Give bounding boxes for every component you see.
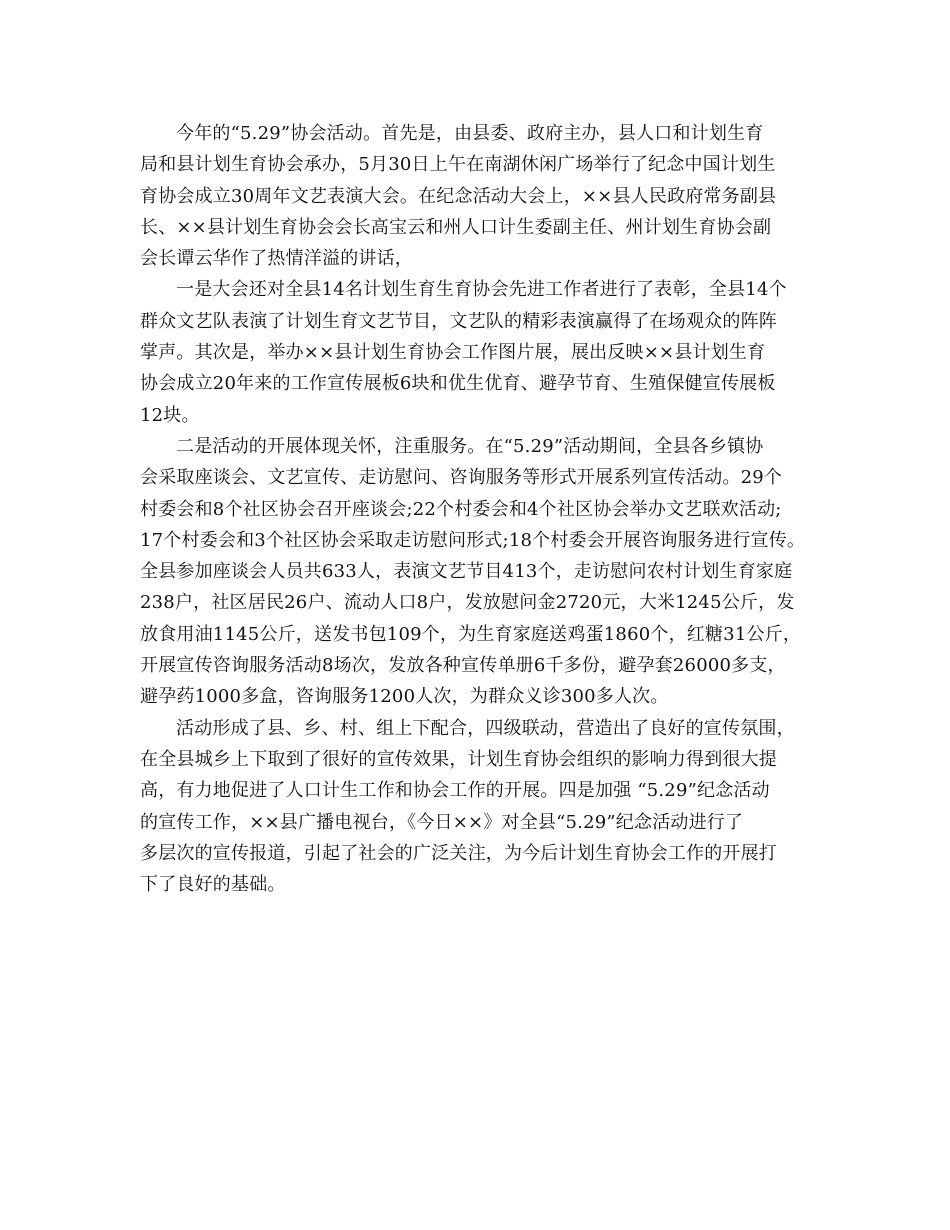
document-body xyxy=(140,118,812,900)
text-line: 238户，社区居民26户、流动人口8户，发放慰问金2720元，大米1245公斤，发 xyxy=(140,592,795,614)
paragraph-1 xyxy=(140,118,812,274)
text-line: 的宣传工作，××县广播电视台，《今日××》对全县“5.29”纪念活动进行了 xyxy=(140,811,744,833)
paragraph-4 xyxy=(140,713,812,901)
text-line: 长、××县计划生育协会会长高宝云和州人口计生委副主任、州计划生育协会副 xyxy=(140,216,772,238)
text-line: 会采取座谈会、文艺宣传、走访慰问、咨询服务等形式开展系列宣传活动。29个 xyxy=(140,467,783,489)
text-line: 下了良好的基础。 xyxy=(140,874,286,896)
text-line: 今年的“5.29”协会活动。首先是，由县委、政府主办，县人口和计划生育 xyxy=(176,123,764,144)
text-line: 活动形成了县、乡、村、组上下配合，四级联动，营造出了良好的宣传氛围， xyxy=(176,717,795,739)
text-line: 会长谭云华作了热情洋溢的讲话， xyxy=(140,248,413,270)
text-line: 12块。 xyxy=(140,404,200,426)
text-line: 村委会和8个社区协会召开座谈会;22个村委会和4个社区协会举办文艺联欢活动; xyxy=(140,498,782,520)
text-line: 17个村委会和3个社区协会采取走访慰问形式;18个村委会开展咨询服务进行宣传。 xyxy=(140,529,806,551)
text-line: 全县参加座谈会人员共633人，表演文艺节目413个，走访慰问农村计划生育家庭 xyxy=(140,561,793,583)
text-line: 一是大会还对全县14名计划生育生育协会先进工作者进行了表彰，全县14个 xyxy=(176,279,787,301)
text-line: 协会成立20年来的工作宣传展板6块和优生优育、避孕节育、生殖保健宣传展板 xyxy=(140,373,776,395)
text-line: 群众文艺队表演了计划生育文艺节目，文艺队的精彩表演赢得了在场观众的阵阵 xyxy=(140,310,777,332)
paragraph-3 xyxy=(140,431,812,713)
text-line: 高，有力地促进了人口计生工作和协会工作的开展。四是加强 “5.29”纪念活动 xyxy=(140,780,770,802)
text-line: 局和县计划生育协会承办，5月30日上午在南湖休闲广场举行了纪念中国计划生 xyxy=(140,154,776,176)
text-line: 育协会成立30周年文艺表演大会。在纪念活动大会上，××县人民政府常务副县 xyxy=(140,185,777,207)
text-line: 避孕药1000多盒，咨询服务1200人次，为群众义诊300多人次。 xyxy=(140,686,669,708)
text-line: 在全县城乡上下取到了很好的宣传效果，计划生育协会组织的影响力得到很大提 xyxy=(140,748,777,770)
text-line: 二是活动的开展体现关怀，注重服务。在“5.29”活动期间，全县各乡镇协 xyxy=(176,435,764,457)
text-line: 掌声。其次是，举办××县计划生育协会工作图片展，展出反映××县计划生育 xyxy=(140,342,766,364)
text-line: 多层次的宣传报道，引起了社会的广泛关注，为今后计划生育协会工作的开展打 xyxy=(140,842,777,864)
paragraph-2 xyxy=(140,274,812,430)
text-line: 开展宣传咨询服务活动8场次，发放各种宣传单册6千多份，避孕套26000多支， xyxy=(140,655,786,677)
text-line: 放食用油1145公斤，送发书包109个，为生育家庭送鸡蛋1860个，红糖31公斤， xyxy=(140,623,802,645)
